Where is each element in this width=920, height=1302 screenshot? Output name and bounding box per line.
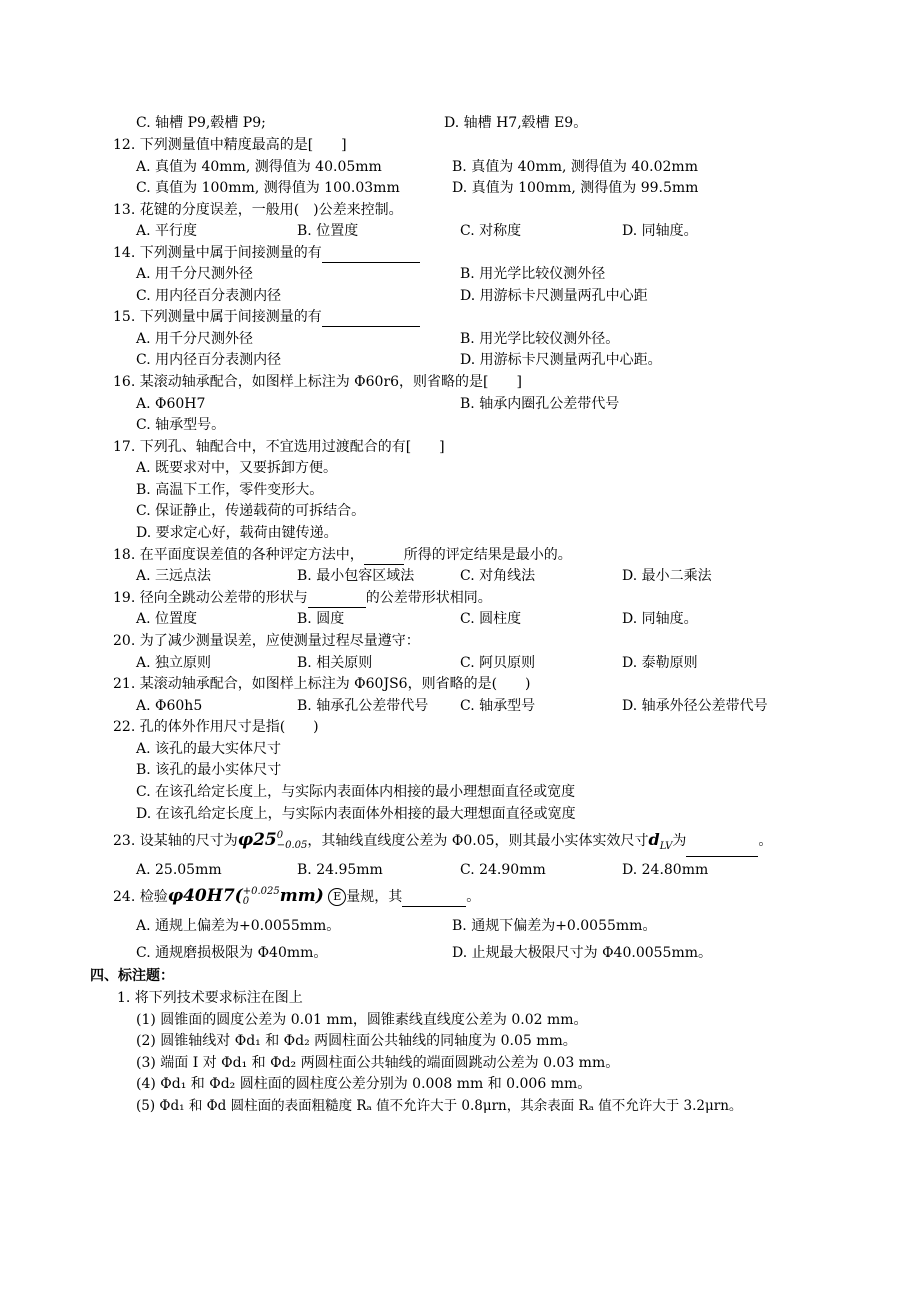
section-heading-4: 四、标注题：	[90, 968, 174, 984]
q12-option-c: C. 真值为 100mm, 测得值为 100.03mm	[136, 180, 400, 196]
symbol-subscript: LV	[659, 840, 673, 852]
q20-option-d: D. 泰勒原则	[622, 655, 698, 671]
q17-option-d: D. 要求定心好，载荷由键传递。	[136, 525, 338, 541]
q22-option-c: C. 在该孔给定长度上，与实际内表面体内相接的最小理想面直径或宽度	[136, 784, 576, 800]
requirement-4: (4) Φd₁ 和 Φd₂ 圆柱面的圆柱度公差分别为 0.008 mm 和 0.006 mm。	[136, 1076, 592, 1092]
answer-blank	[364, 549, 404, 565]
q19-option-c: C. 圆柱度	[460, 611, 522, 627]
hole-size-formula: φ40H7(	[167, 886, 243, 906]
q22-option-a: A. 该孔的最大实体尺寸	[136, 741, 282, 757]
q23-option-c: C. 24.90mm	[460, 862, 546, 878]
question-12: 12. 下列测量值中精度最高的是[ ]	[113, 137, 347, 153]
q21-option-c: C. 轴承型号	[460, 698, 536, 714]
q11-option-c: C. 轴槽 P9,毂槽 P9;	[136, 115, 266, 131]
shaft-size-formula: φ25	[237, 830, 277, 850]
q16-option-b: B. 轴承内圈孔公差带代号	[460, 396, 620, 412]
answer-blank	[686, 841, 758, 857]
task-1: 1. 将下列技术要求标注在图上	[117, 990, 303, 1006]
q24-option-a: A. 通规上偏差为+0.0055mm。	[136, 918, 341, 934]
q11-option-d: D. 轴槽 H7,毂槽 E9。	[444, 115, 588, 131]
question-19-text-start: 19. 径向全跳动公差带的形状与	[113, 590, 308, 606]
q20-option-c: C. 阿贝原则	[460, 655, 536, 671]
upper-deviation: 0	[276, 830, 284, 841]
q17-option-c: C. 保证静止，传递载荷的可拆结合。	[136, 503, 366, 519]
q20-option-a: A. 独立原则	[136, 655, 212, 671]
q12-option-b: B. 真值为 40mm, 测得值为 40.02mm	[452, 159, 698, 175]
answer-blank	[322, 311, 420, 327]
q23-option-b: B. 24.95mm	[297, 862, 383, 878]
q19-option-d: D. 同轴度。	[622, 611, 698, 627]
q17-option-a: A. 既要求对中，又要拆卸方便。	[136, 460, 338, 476]
question-17: 17. 下列孔、轴配合中，不宜选用过渡配合的有[ ]	[113, 439, 445, 455]
q18-option-c: C. 对角线法	[460, 568, 536, 584]
symbol-d: d	[648, 830, 660, 849]
question-14-text: 14. 下列测量中属于间接测量的有	[113, 245, 322, 261]
question-16: 16. 某滚动轴承配合，如图样上标注为 Φ60r6，则省略的是[ ]	[113, 374, 522, 390]
unit-mm: mm)	[279, 886, 324, 906]
envelope-requirement-symbol: E	[328, 888, 346, 906]
q15-option-d: D. 用游标卡尺测量两孔中心距。	[460, 352, 662, 368]
q19-option-a: A. 位置度	[136, 611, 198, 627]
question-22: 22. 孔的体外作用尺寸是指( )	[113, 719, 319, 735]
question-24-text-start: 24. 检验	[113, 889, 168, 905]
shaft-tolerance	[277, 831, 308, 851]
q15-option-a: A. 用千分尺测外径	[136, 331, 254, 347]
q23-option-a: A. 25.05mm	[136, 862, 222, 878]
question-23-period: 。	[758, 833, 773, 849]
q24-option-d: D. 止规最大极限尺寸为 Φ40.0055mm。	[452, 945, 712, 961]
q24-option-c: C. 通规磨损极限为 Φ40mm。	[136, 945, 328, 961]
question-14	[113, 243, 420, 263]
answer-blank	[322, 247, 420, 263]
question-23-text-end: 为	[672, 833, 687, 849]
q21-option-d: D. 轴承外径公差带代号	[622, 698, 768, 714]
question-24-text-mid: 量规，其	[346, 889, 403, 905]
q12-option-d: D. 真值为 100mm, 测得值为 99.5mm	[452, 180, 699, 196]
requirement-2: (2) 圆锥轴线对 Φd₁ 和 Φd₂ 两圆柱面公共轴线的同轴度为 0.05 mm。	[136, 1033, 577, 1049]
question-23-text-mid: ，其轴线直线度公差为 Φ0.05，则其最小实体实效尺寸	[307, 833, 649, 849]
hole-tolerance	[243, 887, 280, 907]
upper-deviation: +0.025	[242, 886, 280, 897]
question-13: 13. 花键的分度误差，一般用( )公差来控制。	[113, 202, 403, 218]
question-18-text-end: 所得的评定结果是最小的。	[403, 547, 572, 563]
q17-option-b: B. 高温下工作，零件变形大。	[136, 482, 324, 498]
q12-option-a: A. 真值为 40mm, 测得值为 40.05mm	[136, 159, 382, 175]
question-21: 21. 某滚动轴承配合，如图样上标注为 Φ60JS6，则省略的是( )	[113, 676, 531, 692]
q21-option-a: A. Φ60h5	[136, 698, 203, 714]
q22-option-b: B. 该孔的最小实体尺寸	[136, 762, 282, 778]
q14-option-c: C. 用内径百分表测内径	[136, 288, 282, 304]
lower-deviation: −0.05	[276, 840, 308, 851]
q21-option-b: B. 轴承孔公差带代号	[297, 698, 429, 714]
q14-option-d: D. 用游标卡尺测量两孔中心距	[460, 288, 648, 304]
question-19	[113, 588, 492, 608]
requirement-3: (3) 端面 Ⅰ 对 Φd₁ 和 Φd₂ 两圆柱面公共轴线的端面圆跳动公差为 0.03 mm。	[136, 1055, 620, 1071]
question-20: 20. 为了减少测量误差，应使测量过程尽量遵守：	[113, 633, 420, 649]
q15-option-b: B. 用光学比较仪测外径。	[460, 331, 620, 347]
q14-option-b: B. 用光学比较仪测外径	[460, 266, 606, 282]
q13-option-c: C. 对称度	[460, 223, 522, 239]
q22-option-d: D. 在该孔给定长度上，与实际内表面体外相接的最大理想面直径或宽度	[136, 806, 576, 822]
q16-option-c: C. 轴承型号。	[136, 417, 226, 433]
question-24-period: 。	[466, 889, 481, 905]
q18-option-d: D. 最小二乘法	[622, 568, 712, 584]
question-15	[113, 307, 420, 327]
q16-option-a: A. Φ60H7	[136, 396, 206, 412]
lower-deviation: 0	[242, 896, 250, 907]
answer-blank	[308, 592, 366, 608]
q18-option-b: B. 最小包容区域法	[297, 568, 415, 584]
q13-option-d: D. 同轴度。	[622, 223, 698, 239]
requirement-1: (1) 圆锥面的圆度公差为 0.01 mm，圆锥素线直线度公差为 0.02 mm。	[136, 1012, 588, 1028]
q13-option-a: A. 平行度	[136, 223, 198, 239]
question-18-text-start: 18. 在平面度误差值的各种评定方法中，	[113, 547, 364, 563]
q13-option-b: B. 位置度	[297, 223, 359, 239]
question-15-text: 15. 下列测量中属于间接测量的有	[113, 309, 322, 325]
q23-option-d: D. 24.80mm	[622, 862, 709, 878]
question-24	[113, 886, 480, 907]
q20-option-b: B. 相关原则	[297, 655, 373, 671]
q15-option-c: C. 用内径百分表测内径	[136, 352, 282, 368]
q19-option-b: B. 圆度	[297, 611, 345, 627]
question-19-text-end: 的公差带形状相同。	[365, 590, 492, 606]
question-23-text-start: 23. 设某轴的尺寸为	[113, 833, 238, 849]
answer-blank	[402, 891, 466, 907]
q18-option-a: A. 三远点法	[136, 568, 212, 584]
requirement-5: (5) Φd₁ 和 Φd 圆柱面的表面粗糙度 Rₐ 值不允许大于 0.8μrn，其余表面 Rₐ 值不允许大于 3.2μrn。	[136, 1098, 743, 1114]
question-18	[113, 545, 572, 565]
question-23	[113, 830, 772, 857]
q14-option-a: A. 用千分尺测外径	[136, 266, 254, 282]
q24-option-b: B. 通规下偏差为+0.0055mm。	[452, 918, 657, 934]
